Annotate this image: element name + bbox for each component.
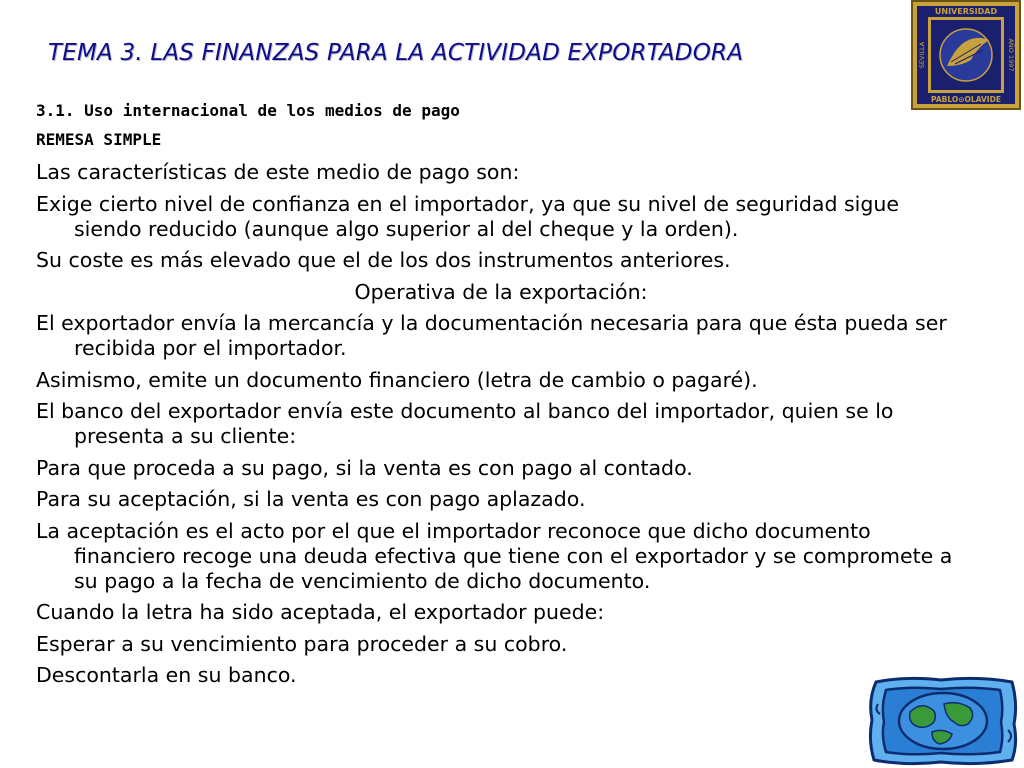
operativa-heading: Operativa de la exportación: (354, 279, 648, 304)
body-paragraph: Para su aceptación, si la venta es con pago aplazado. (36, 487, 586, 511)
slide-body (36, 160, 966, 695)
svg-text:SEVILLA: SEVILLA (918, 41, 926, 69)
body-paragraph: Las características de este medio de pago son: (36, 160, 520, 184)
body-paragraph: Esperar a su vencimiento para proceder a su cobro. (36, 631, 568, 656)
body-paragraph: Para que proceda a su pago, si la venta es con pago al contado. (36, 455, 693, 480)
body-paragraph: Exige cierto nivel de confianza en el importador, ya que su nivel de seguridad sigue siendo reducido (aunque algo superior al del cheque y la orden). (36, 191, 899, 241)
body-paragraph: Su coste es más elevado que el de los dos instrumentos anteriores. (36, 248, 731, 272)
svg-text:UNIVERSIDAD: UNIVERSIDAD (934, 7, 998, 16)
topic-heading: REMESA SIMPLE (36, 130, 162, 149)
body-paragraph: Descontarla en su banco. (36, 663, 297, 687)
body-paragraph: Cuando la letra ha sido aceptada, el exportador puede: (36, 600, 605, 624)
globe-icon (866, 674, 1020, 766)
body-paragraph: Asimismo, emite un documento financiero (letra de cambio o pagaré). (36, 367, 758, 392)
svg-text:PABLO⊙OLAVIDE: PABLO⊙OLAVIDE (931, 95, 1001, 104)
body-paragraph: El exportador envía la mercancía y la documentación necesaria para que ésta pueda ser recibida por el importador. (36, 311, 947, 360)
body-paragraph: El banco del exportador envía este documento al banco del importador, quien se lo presenta a su cliente: (36, 399, 894, 448)
section-heading: 3.1. Uso internacional de los medios de pago (36, 101, 460, 120)
university-logo (911, 0, 1021, 110)
body-paragraph: La aceptación es el acto por el que el importador reconoce que dicho documento financiero recoge una deuda efectiva que tiene con el exportador y se compromete a su pago a la fecha de vencimiento de dicho documento. (36, 518, 953, 593)
slide-title: TEMA 3. LAS FINANZAS PARA LA ACTIVIDAD EXPORTADORA (48, 40, 744, 66)
svg-text:AÑO 1997: AÑO 1997 (1007, 38, 1015, 72)
